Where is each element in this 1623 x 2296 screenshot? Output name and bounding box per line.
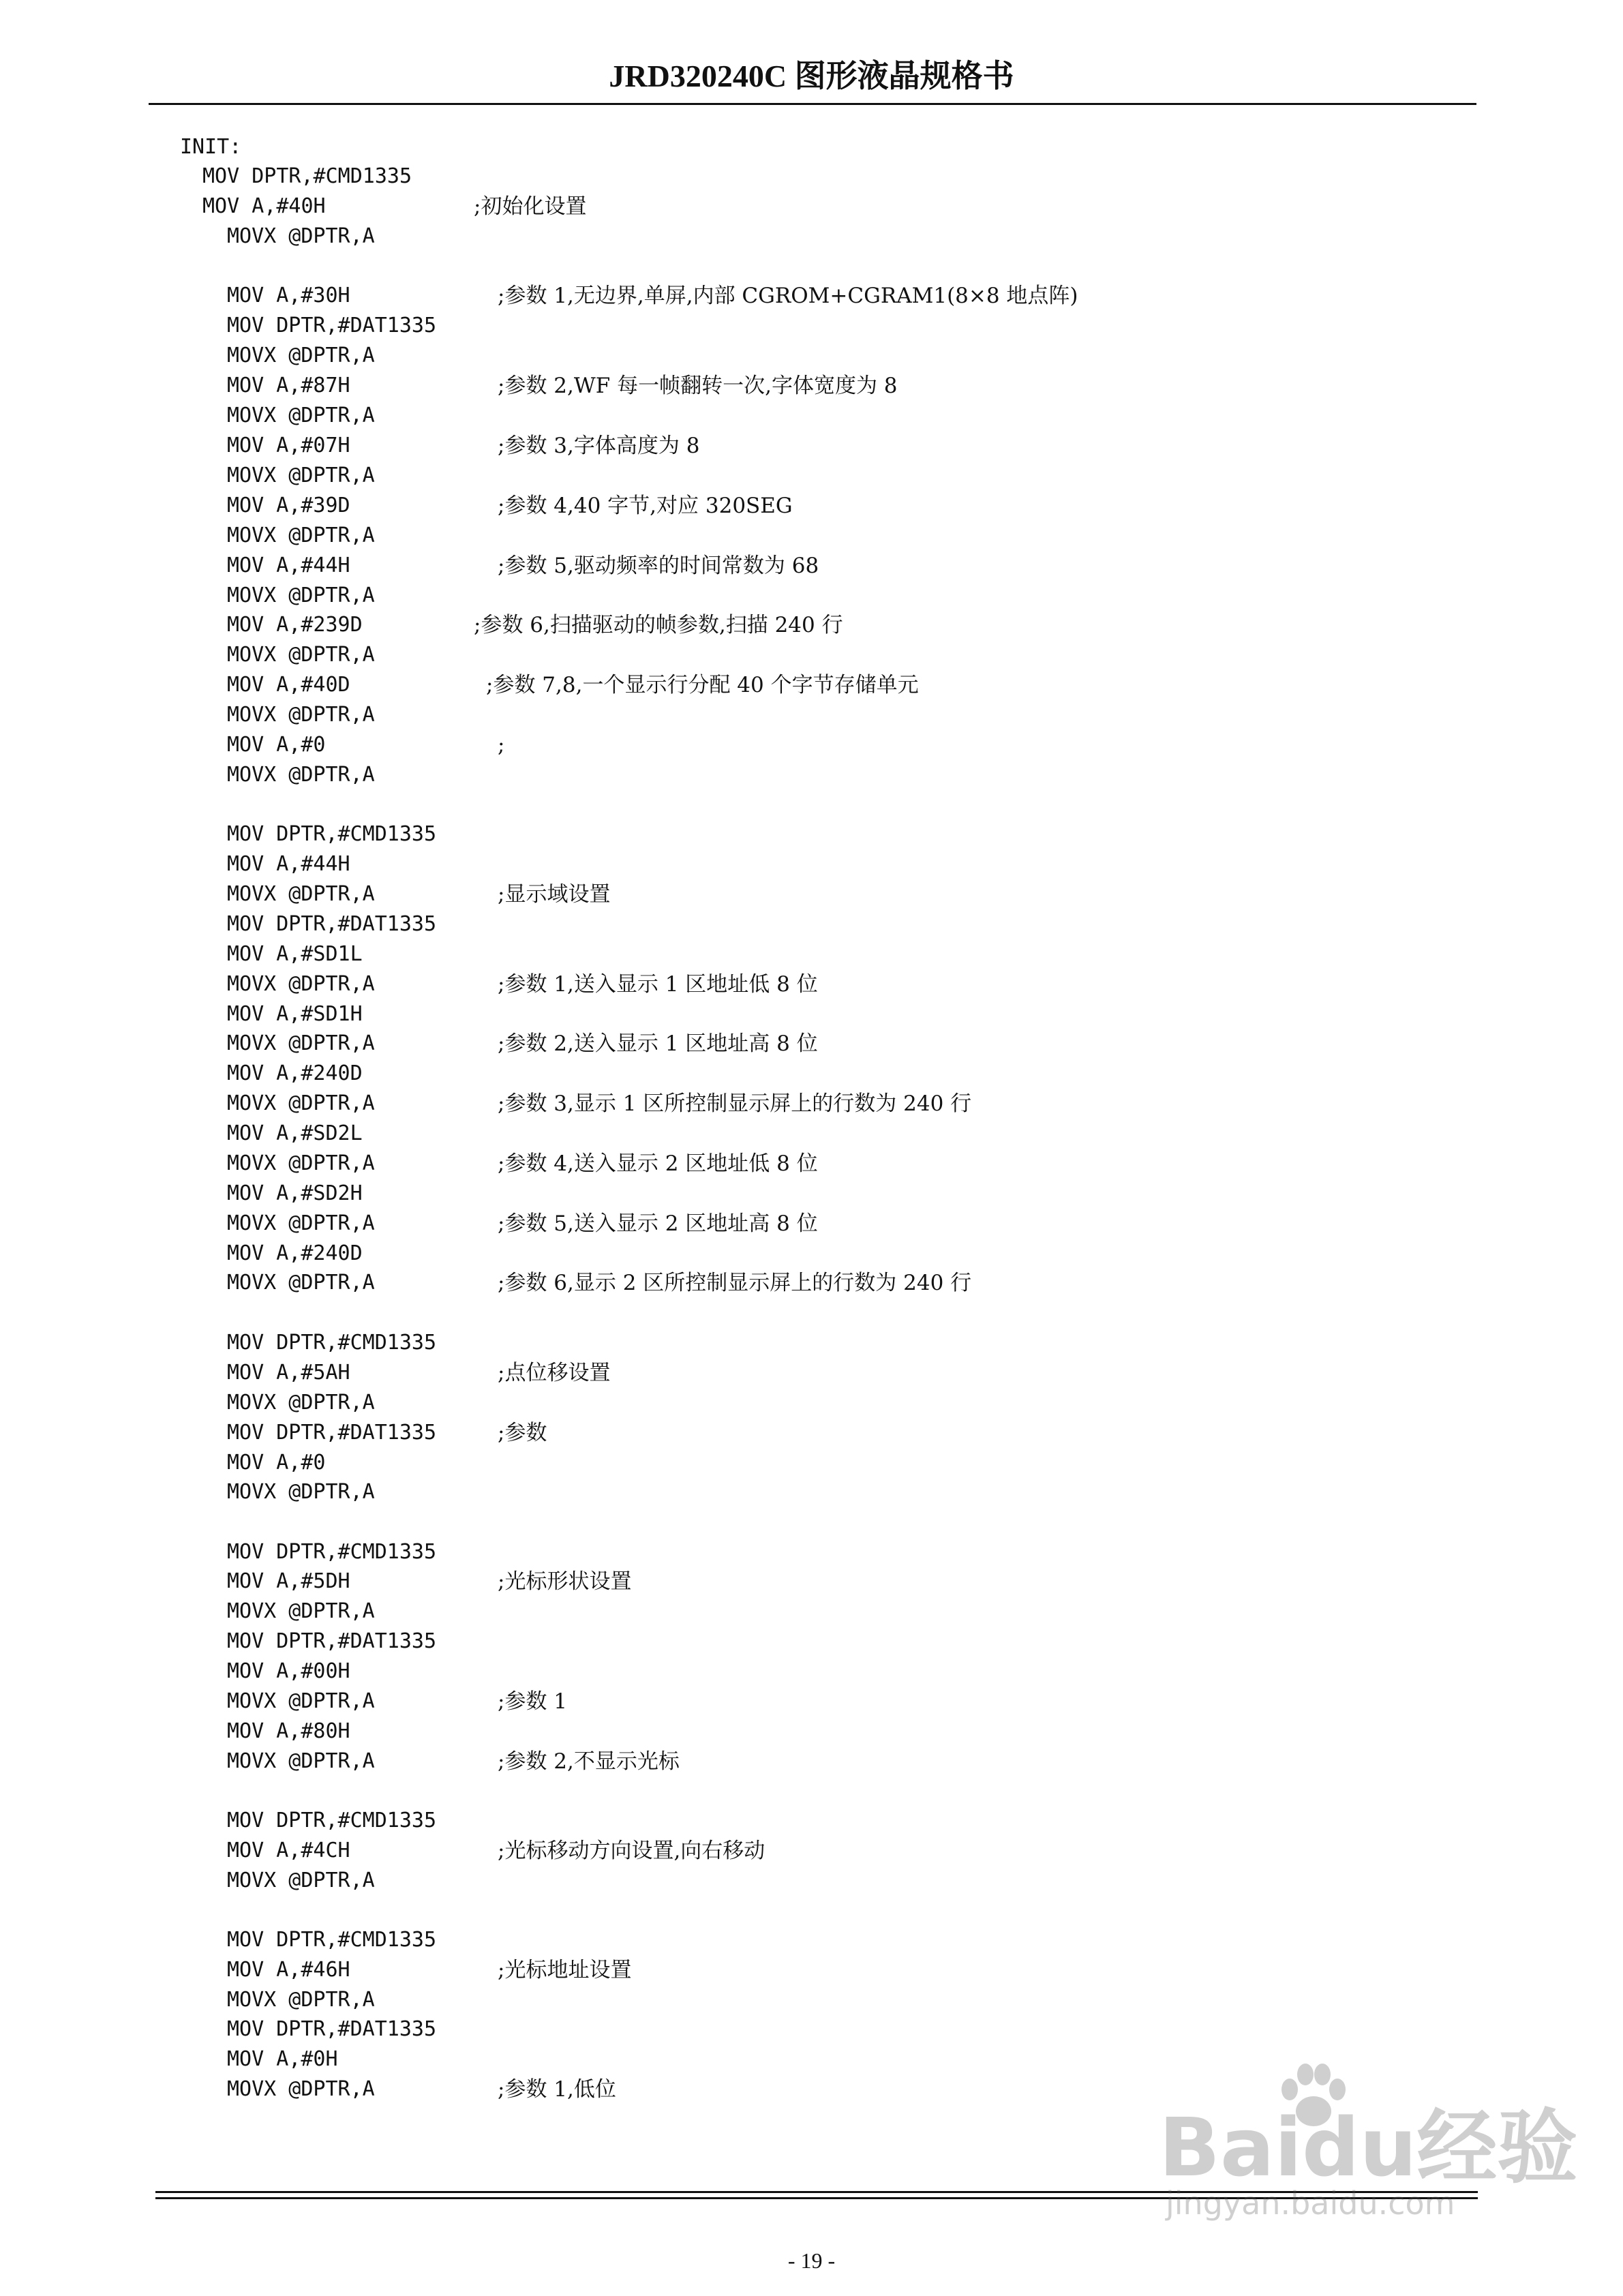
code-comment: ;参数 4,送入显示 2 区地址低 8 位 — [498, 1151, 818, 1176]
code-line: MOVX @DPTR,A — [227, 464, 375, 487]
code-line: MOV A,#46H — [227, 1958, 350, 1982]
code-line: MOV A,#SD1H — [227, 1002, 363, 1026]
code-line: MOV A,#87H — [227, 374, 350, 397]
code-line: MOV A,#239D — [227, 613, 363, 637]
code-line: MOVX @DPTR,A — [227, 1599, 375, 1623]
code-line: MOV A,#30H — [227, 284, 350, 307]
code-line: MOV DPTR,#CMD1335 — [227, 1540, 437, 1564]
code-comment: ;光标移动方向设置,向右移动 — [498, 1839, 765, 1863]
code-line: MOVX @DPTR,A — [227, 703, 375, 727]
code-comment: ;参数 1,无边界,单屏,内部 CGROM+CGRAM1(8×8 地点阵) — [498, 284, 1078, 308]
code-line: MOVX @DPTR,A — [227, 1480, 375, 1504]
code-line: MOV A,#5AH — [227, 1361, 350, 1385]
code-comment: ;参数 6,扫描驱动的帧参数,扫描 240 行 — [474, 613, 843, 637]
code-comment: ;显示域设置 — [498, 882, 611, 907]
code-line: MOV DPTR,#CMD1335 — [227, 822, 437, 846]
code-comment: ;参数 3,字体高度为 8 — [498, 434, 700, 458]
code-line: MOVX @DPTR,A — [227, 344, 375, 367]
code-line: MOV A,#0 — [227, 733, 326, 757]
code-comment: ;参数 4,40 字节,对应 320SEG — [498, 494, 793, 518]
code-line: MOV A,#240D — [227, 1241, 363, 1265]
code-comment: ;参数 1,低位 — [498, 2077, 616, 2102]
code-line: MOV DPTR,#DAT1335 — [227, 2017, 437, 2041]
code-line: MOV DPTR,#DAT1335 — [227, 314, 437, 337]
code-line: MOV A,#0 — [227, 1451, 326, 1475]
code-line: MOVX @DPTR,A — [227, 404, 375, 427]
code-comment: ;点位移设置 — [498, 1361, 611, 1385]
code-line: MOV DPTR,#CMD1335 — [202, 164, 412, 188]
code-comment: ;光标地址设置 — [498, 1958, 632, 1982]
code-line: MOV DPTR,#DAT1335 — [227, 1629, 437, 1653]
code-comment: ;参数 5,驱动频率的时间常数为 68 — [498, 554, 819, 578]
code-line: MOV A,#80H — [227, 1719, 350, 1743]
code-comment: ;光标形状设置 — [498, 1569, 632, 1594]
code-line: MOV A,#SD2H — [227, 1181, 363, 1205]
code-line: MOV A,#0H — [227, 2047, 338, 2071]
code-line: MOVX @DPTR,A — [227, 1391, 375, 1415]
code-line: MOV A,#SD1L — [227, 942, 363, 966]
code-line: MOV DPTR,#CMD1335 — [227, 1809, 437, 1832]
watermark-logo-text: Baidu经验 — [1159, 2100, 1578, 2194]
code-comment: ;参数 2,不显示光标 — [498, 1749, 680, 1774]
code-line: MOVX @DPTR,A — [227, 763, 375, 787]
code-line: MOVX @DPTR,A — [227, 1211, 375, 1235]
code-line: MOVX @DPTR,A — [227, 1091, 375, 1115]
code-comment: ;参数 2,送入显示 1 区地址高 8 位 — [498, 1031, 818, 1056]
page-title: JRD320240C 图形液晶规格书 — [609, 59, 1014, 93]
code-line: MOVX @DPTR,A — [227, 1031, 375, 1055]
baidu-jingyan-watermark — [1118, 2069, 1578, 2233]
code-line: MOV A,#4CH — [227, 1839, 350, 1862]
code-comment: ;参数 1 — [498, 1689, 568, 1714]
code-line: MOVX @DPTR,A — [227, 1151, 375, 1175]
code-comment: ;初始化设置 — [474, 194, 587, 219]
code-line: MOV A,#40D — [227, 673, 350, 697]
code-line: MOV A,#5DH — [227, 1569, 350, 1593]
code-line: MOVX @DPTR,A — [227, 972, 375, 996]
page-number: - 19 - — [787, 2248, 836, 2273]
code-comment: ;参数 — [498, 1421, 547, 1445]
code-comment: ;参数 2,WF 每一帧翻转一次,字体宽度为 8 — [498, 374, 898, 398]
code-line: MOVX @DPTR,A — [227, 1689, 375, 1713]
watermark-url: jingyan.baidu.com — [1166, 2185, 1455, 2222]
code-line: MOVX @DPTR,A — [227, 524, 375, 547]
code-line: MOV A,#240D — [227, 1061, 363, 1085]
code-line: MOVX @DPTR,A — [227, 882, 375, 906]
code-line: MOVX @DPTR,A — [227, 643, 375, 667]
code-line: MOV A,#44H — [227, 852, 350, 876]
code-line: MOVX @DPTR,A — [227, 1271, 375, 1295]
code-line: MOV A,#00H — [227, 1659, 350, 1683]
code-line: MOV DPTR,#DAT1335 — [227, 912, 437, 936]
code-comment: ;参数 5,送入显示 2 区地址高 8 位 — [498, 1211, 818, 1236]
code-line: MOVX @DPTR,A — [227, 224, 375, 248]
code-line: MOVX @DPTR,A — [227, 1869, 375, 1892]
code-line: MOV A,#SD2L — [227, 1121, 363, 1145]
code-line: MOVX @DPTR,A — [227, 1749, 375, 1773]
code-line: MOVX @DPTR,A — [227, 2077, 375, 2101]
code-line: INIT: — [180, 135, 242, 159]
code-comment: ;参数 1,送入显示 1 区地址低 8 位 — [498, 972, 818, 997]
code-line: MOVX @DPTR,A — [227, 1988, 375, 2012]
code-line: MOV DPTR,#CMD1335 — [227, 1928, 437, 1952]
code-line: MOV DPTR,#DAT1335 — [227, 1421, 437, 1445]
code-comment: ; — [498, 733, 505, 757]
code-comment: ;参数 6,显示 2 区所控制显示屏上的行数为 240 行 — [498, 1271, 972, 1295]
code-line: MOV A,#39D — [227, 494, 350, 517]
code-line: MOV DPTR,#CMD1335 — [227, 1331, 437, 1355]
code-line: MOV A,#40H — [202, 194, 326, 218]
code-line: MOVX @DPTR,A — [227, 584, 375, 607]
code-line: MOV A,#44H — [227, 554, 350, 577]
code-comment: ;参数 7,8,一个显示行分配 40 个字节存储单元 — [486, 673, 919, 697]
code-line: MOV A,#07H — [227, 434, 350, 457]
code-comment: ;参数 3,显示 1 区所控制显示屏上的行数为 240 行 — [498, 1091, 972, 1116]
